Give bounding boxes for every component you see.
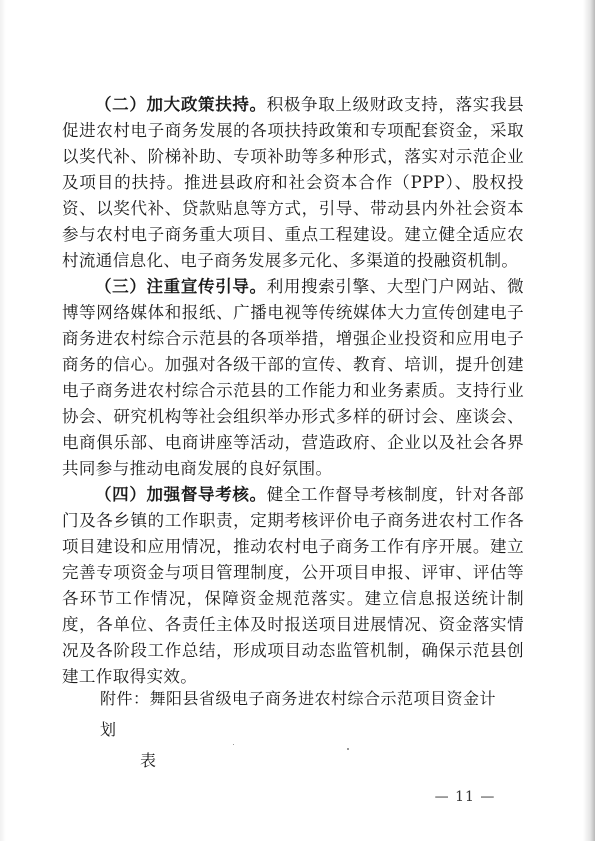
page-number: — 11 — [434,789,496,805]
paragraph-supervision [62,482,524,690]
paragraph-heading: （三）注重宣传引导。 [95,277,267,296]
paragraph-body: 利用搜索引擎、大型门户网站、微博等网络媒体和报纸、广播电视等传统媒体大力宣传创建电子商务进农村综合示范县的各项举措，增强企业投资和应用电子商务的信心。加强对各级干部的宣传、教育、培训，提升创建电子商务进农村综合示范县的工作能力和业务素质。支持行业协会、研究机构等社会组织举办形式多样的研讨会、座谈会、电商俱乐部、电商讲座等活动，营造政府、企业以及社会各界共同参与推动电商发展的良好氛围。 [62,277,525,478]
scan-speck [233,744,234,745]
paragraph-body: 健全工作督导考核制度，针对各部门及各乡镇的工作职责，定期考核评价电子商务进农村工作各项目建设和应用情况，推动农村电子商务工作有序开展。建立完善专项资金与项目管理制度，公开项目申报、评审、评估等各环节工作情况，保障资金规范落实。建立信息报送统计制度，各单位、各责任主体及时报送项目进展情况、资金落实情况及各阶段工作总结，形成项目动态监管机制，确保示范县创建工作取得实效。 [62,485,525,686]
paragraph-heading: （二）加大政策扶持。 [95,95,267,114]
paragraph-policy-support [62,92,524,274]
scan-speck [347,748,349,750]
attachment-title: 舞阳县省级电子商务进农村综合示范项目资金计划 [100,689,497,739]
body-text [62,92,524,690]
attachment-note [100,683,500,776]
scan-shadow-right [583,0,595,841]
scan-shadow-left [0,0,6,841]
paragraph-publicity [62,274,524,482]
attachment-label: 附件： [100,689,150,708]
paragraph-body: 积极争取上级财政支持，落实我县促进农村电子商务发展的各项扶持政策和专项配套资金，采取以奖代补、阶梯补助、专项补助等多种形式，落实对示范企业及项目的扶持。推进县政府和社会资本合作（PPP）、股权投资、以奖代补、贷款贴息等方式，引导、带动县内外社会资本参与农村电子商务重大项目、重点工程建设。建立健全适应农村流通信息化、电子商务发展多元化、多渠道的投融资机制。 [62,95,525,270]
attachment-title-continued: 表 [140,751,157,770]
paragraph-heading: （四）加强督导考核。 [95,485,267,504]
